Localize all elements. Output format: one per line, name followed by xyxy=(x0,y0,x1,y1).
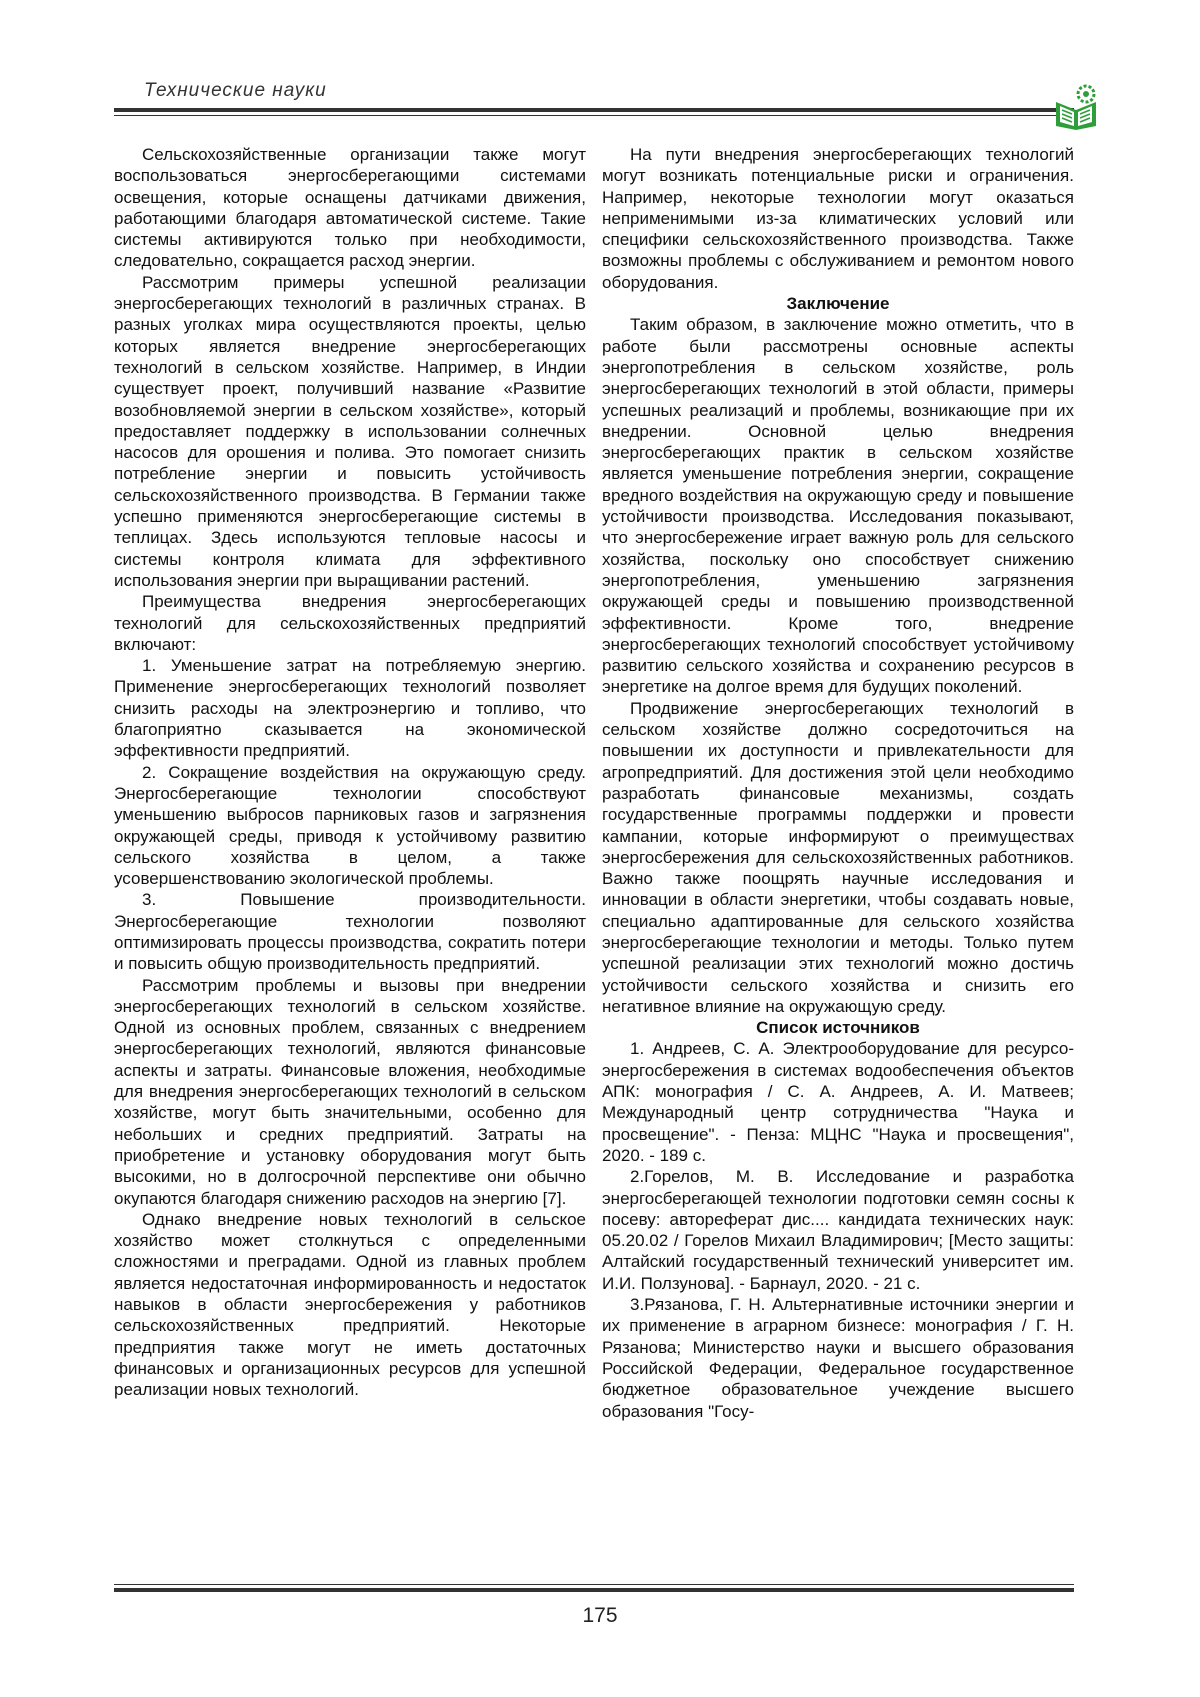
body-paragraph: Рассмотрим примеры успешной реализации энергосберегающих технологий в различных странах. В разных уголках мира осуществляются проекты, целью которых является внедрение энергосберегающих технологий в сельском хозяйстве. Например, в Индии существует проект, получивший название «Развитие возобновляемой энергии в сельском хозяйстве», который предоставляет поддержку в использовании солнечных насосов для орошения и полива. Это помогает снизить потребление энергии и повысить устойчивость сельскохозяйственного производства. В Германии также успешно применяются энергосберегающие системы в теплицах. Здесь используются тепловые насосы и системы контроля климата для эффективного использования энергии при выращивании растений. xyxy=(114,272,586,590)
header-rule-thin xyxy=(114,115,1074,116)
conclusion-heading: Заключение xyxy=(786,294,890,314)
body-paragraph: Таким образом, в заключение можно отметить, что в работе были рассмотрены основные аспекты энергопотребления в сельском хозяйстве, роль энергосберегающих технологий в этой области, примеры успешных реализаций и проблемы, возникающие при их внедрении. Основной целью внедрения энергосберегающих практик в сельском хозяйстве является уменьшение потребления энергии, сокращение вредного воздействия на окружающую среду и повышение устойчивости производства. Исследования показывают, что энергосбережение играет важную роль для сельского хозяйства, поскольку оно способствует снижению энергопотребления, уменьшению загрязнения окружающей среды и повышению производственной эффективности. Кроме того, внедрение энергосберегающих технологий способствует устойчивому развитию сельского хозяйства и сохранению ресурсов в энергетике на долгое время для будущих поколений. xyxy=(602,315,1074,697)
header-rule-thick xyxy=(114,108,1074,112)
list-item: 3. Повышение производительности. Энергосберегающие технологии позволяют оптимизировать процессы производства, сократить потери и повысить общую производительность предприятий. xyxy=(114,890,586,974)
reference-item: 3.Рязанова, Г. Н. Альтернативные источники энергии и их применение в аграрном бизнесе: монография / Г. Н. Рязанова; Министерство науки и высшего образования Российской Федерации, Федеральное государственное бюджетное образовательное учеждение высшего образования "Госу- xyxy=(602,1295,1074,1421)
left-column xyxy=(114,144,586,1401)
list-item: 2. Сокращение воздействия на окружающую среду. Энергосберегающие технологии способствуют уменьшению выбросов парниковых газов и загрязнения окружающей среды, приводя к устойчивому развитию сельского хозяйства в целом, а также усовершенствованию экологической проблемы. xyxy=(114,762,586,889)
running-header: Технические науки xyxy=(144,80,327,101)
footer-rule-thick xyxy=(114,1588,1074,1592)
footer-rule-thin xyxy=(114,1584,1074,1585)
journal-logo-icon xyxy=(1050,84,1102,130)
page-number: 175 xyxy=(582,1604,618,1627)
body-paragraph: Сельскохозяйственные организации также могут воспользоваться энергосберегающими системами освещения, которые оснащены датчиками движения, работающими благодаря автоматической системе. Такие системы активируются только при необходимости, следовательно, сокращается расход энергии. xyxy=(114,145,586,271)
body-paragraph: На пути внедрения энергосберегающих технологий могут возникать потенциальные риски и ограничения. Например, некоторые технологии могут оказаться неприменимыми из-за климатических условий или специфики сельскохозяйственного производства. Также возможны проблемы с обслуживанием и ремонтом нового оборудования. xyxy=(602,145,1074,292)
right-column xyxy=(602,144,1074,1422)
body-paragraph: Продвижение энергосберегающих технологий в сельском хозяйстве должно сосредоточиться на повышении их доступности и привлекательности для агропредприятий. Для достижения этой цели необходимо разработать финансовые механизмы, создать государственные программы поддержки и провести кампании, которые информируют о преимуществах энергосбережения для сельскохозяйственных работников. Важно также поощрять научные исследования и инновации в области энергетики, чтобы создавать новые, специально адаптированные для сельского хозяйства энергосберегающие технологии и методы. Только путем успешной реализации этих технологий можно достичь устойчивости сельского хозяйства и снизить его негативное влияние на окружающую среду. xyxy=(602,698,1074,1016)
body-paragraph: Преимущества внедрения энергосберегающих технологий для сельскохозяйственных предприятий включают: xyxy=(114,592,586,654)
body-paragraph: Рассмотрим проблемы и вызовы при внедрении энергосберегающих технологий в сельском хозяйстве. Одной из основных проблем, связанных с внедрением энергосберегающих технологий, являются финансовые аспекты и затраты. Финансовые вложения, необходимые для внедрения энергосберегающих технологий в сельском хозяйстве, могут быть значительными, особенно для небольших и средних предприятий. Затраты на приобретение и установку оборудования могут быть высокими, но в долгосрочной перспективе они обычно окупаются благодаря снижению расходов на энергию [7]. xyxy=(114,975,586,1208)
references-heading: Список источников xyxy=(756,1018,920,1038)
reference-item: 2.Горелов, М. В. Исследование и разработка энергосберегающей технологии подготовки семян сосны к посеву: автореферат дис.... кандидата технических наук: 05.20.02 / Горелов Михаил Владимирович; [Место защиты: Алтайский государственный технический университет им. И.И. Ползунова]. - Барнаул, 2020. - 21 с. xyxy=(602,1167,1074,1293)
list-item: 1. Уменьшение затрат на потребляемую энергию. Применение энергосберегающих технологий позволяет снизить расходы на электроэнергию и топливо, что благоприятно сказывается на экономической эффективности предприятий. xyxy=(114,656,586,761)
reference-item: 1. Андреев, С. А. Электрооборудование для ресурсо-энергосбережения в системах водообеспечения объектов АПК: монография / С. А. Андреев, А. И. Матвеев; Международный центр сотрудничества "Наука и просвещение". - Пенза: МЦНС "Наука и просвещения", 2020. - 189 с. xyxy=(602,1039,1074,1165)
body-paragraph: Однако внедрение новых технологий в сельское хозяйство может столкнуться с определенными сложностями и преградами. Одной из главных проблем является недостаточная информированность и недостаток навыков в области энергосбережения у работников сельскохозяйственных предприятий. Некоторые предприятия также могут не иметь достаточных финансовых и организационных ресурсов для успешной реализации новых технологий. xyxy=(114,1209,586,1400)
